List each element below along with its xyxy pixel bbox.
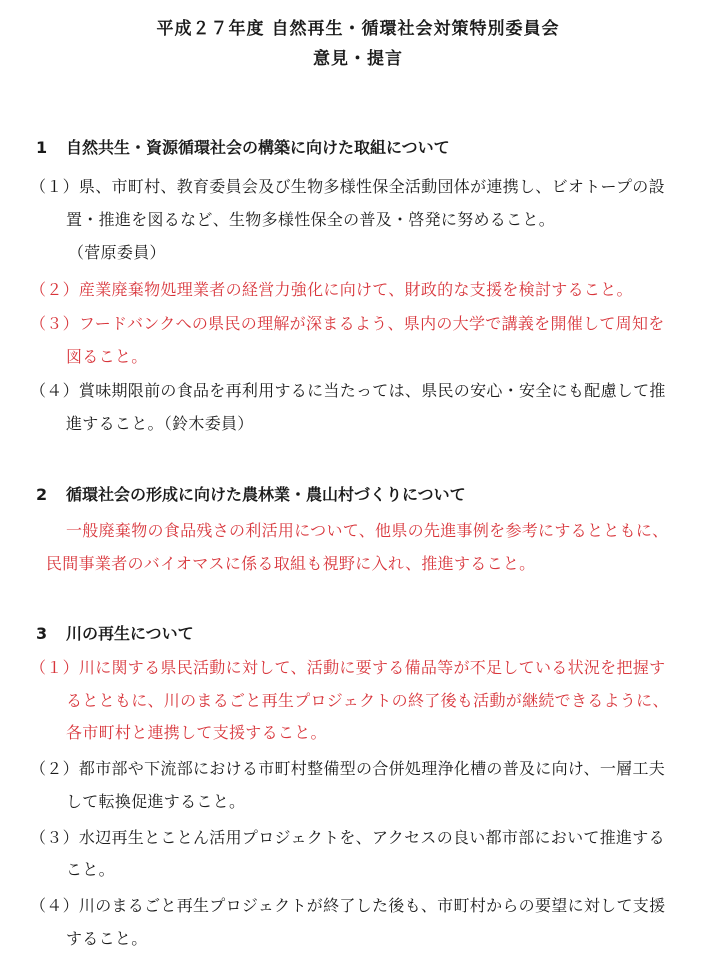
section-heading-2 <box>36 482 466 505</box>
section-heading-3 <box>36 621 194 644</box>
section-number: 3 <box>36 624 48 643</box>
item-1-3-line-1: （３）フードバンクへの県民の理解が深まるよう、県内の大学で講義を開催して周知を <box>30 314 665 333</box>
item-3-1-line-1: （１）川に関する県民活動に対して、活動に要する備品等が不足している状況を把握す <box>30 658 666 677</box>
item-2-line-2: 民間事業者のバイオマスに係る取組も視野に入れ、推進すること。 <box>46 554 536 573</box>
item-3-3-line-2: こと。 <box>66 860 115 879</box>
item-3-3-line-1: （３）水辺再生とことん活用プロジェクトを、アクセスの良い都市部において推進する <box>30 828 665 847</box>
item-1-1-attribution: （菅原委員） <box>68 243 166 262</box>
section-title: 循環社会の形成に向けた農林業・農山村づくりについて <box>66 485 466 504</box>
document-subtitle: 意見・提言 <box>313 49 403 69</box>
section-number: 2 <box>36 485 48 504</box>
item-2-line-1: 一般廃棄物の食品残さの利活用について、他県の先進事例を参考にするとともに、 <box>66 521 669 540</box>
item-3-4-line-1: （４）川のまるごと再生プロジェクトが終了した後も、市町村からの要望に対して支援 <box>30 896 666 915</box>
item-1-1-line-2: 置・推進を図るなど、生物多様性保全の普及・啓発に努めること。 <box>66 210 556 229</box>
item-1-4-line-2: 進すること。（鈴木委員） <box>66 414 254 433</box>
section-title: 川の再生について <box>66 624 194 643</box>
item-3-1-line-3: 各市町村と連携して支援すること。 <box>66 723 327 742</box>
item-1-1-line-1: （１）県、市町村、教育委員会及び生物多様性保全活動団体が連携し、ビオトープの設 <box>30 177 665 196</box>
item-3-4-line-2: すること。 <box>66 929 148 948</box>
item-1-4-line-1: （４）賞味期限前の食品を再利用するに当たっては、県民の安心・安全にも配慮して推 <box>30 381 666 400</box>
item-3-2-line-2: して転換促進すること。 <box>66 792 246 811</box>
item-1-3-line-2: 図ること。 <box>66 347 148 366</box>
item-3-2-line-1: （２）都市部や下流部における市町村整備型の合併処理浄化槽の普及に向け、一層工夫 <box>30 759 666 778</box>
section-title: 自然共生・資源循環社会の構築に向けた取組について <box>66 138 450 157</box>
section-heading-1 <box>36 135 450 158</box>
section-number: 1 <box>36 138 48 157</box>
item-3-1-line-2: るとともに、川のまるごと再生プロジェクトの終了後も活動が継続できるように、 <box>66 691 669 710</box>
item-1-2-line-1: （２）産業廃棄物処理業者の経営力強化に向けて、財政的な支援を検討すること。 <box>30 280 633 299</box>
document-title: 平成２７年度 自然再生・循環社会対策特別委員会 <box>156 19 560 39</box>
